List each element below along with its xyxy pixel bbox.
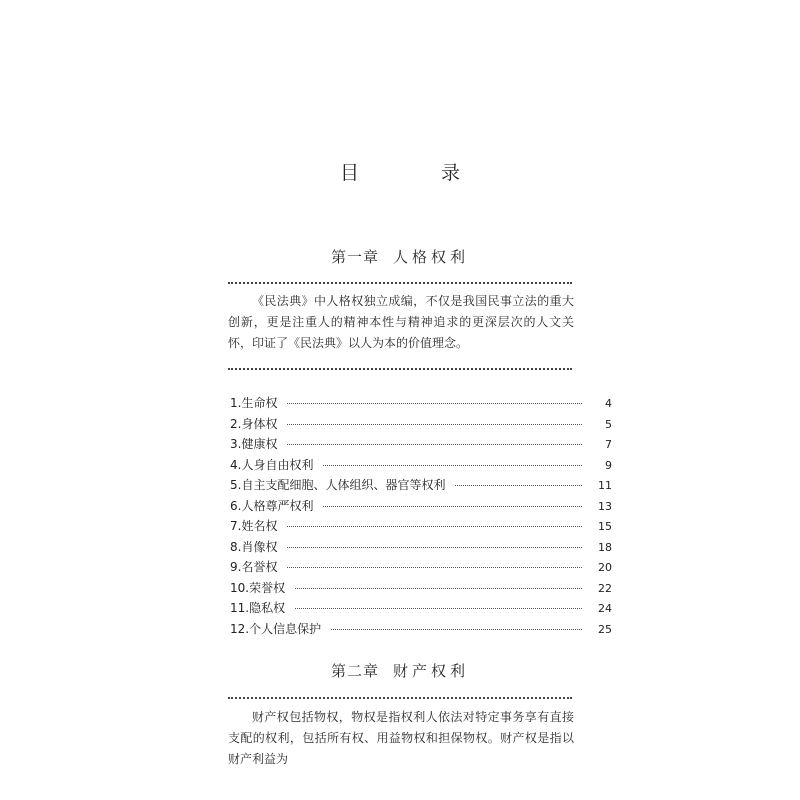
toc-dot-leader [287, 424, 582, 425]
chapter-one-name: 人格权利 [393, 248, 470, 266]
toc-entry-label: 身体权 [241, 416, 278, 431]
toc-entry-label: 隐私权 [249, 601, 286, 615]
toc-entry-page-number: 7 [605, 438, 612, 451]
toc-entry[interactable] [230, 394, 612, 415]
toc-entry-page-number: 18 [598, 540, 612, 554]
toc-dot-leader [323, 506, 582, 507]
toc-dot-leader [323, 465, 582, 466]
toc-entry-page-number: 5 [605, 417, 612, 431]
toc-entry[interactable] [230, 497, 612, 518]
chapter-two-divider [228, 697, 572, 699]
toc-entry-page-number: 13 [598, 499, 612, 513]
chapter-one-divider [228, 282, 572, 284]
toc-entry-number: 9. [230, 560, 242, 574]
toc-entry-number: 12. [230, 621, 250, 636]
toc-entry[interactable] [230, 579, 612, 600]
toc-entry-label: 荣誉权 [249, 580, 286, 595]
toc-entry-number: 11. [230, 601, 250, 615]
chapter-two-name: 财产权利 [393, 662, 470, 680]
chapter-one-intro-divider [228, 368, 572, 370]
toc-entry[interactable] [230, 599, 612, 620]
toc-entry-number: 7. [230, 519, 242, 533]
toc-entry-number: 4. [230, 457, 242, 472]
toc-entry-label: 人身自由权利 [241, 457, 314, 472]
toc-entry-number: 8. [230, 539, 242, 554]
toc-entry-label: 人格尊严权利 [241, 498, 314, 513]
toc-entry-label: 自主支配细胞、人体组织、器官等权利 [241, 478, 446, 492]
toc-dot-leader [455, 485, 582, 486]
toc-entry-number: 3. [230, 437, 242, 451]
toc-entry-label: 肖像权 [241, 539, 278, 554]
toc-dot-leader [287, 444, 582, 445]
toc-entry[interactable] [230, 538, 612, 559]
toc-list [230, 394, 612, 640]
chapter-one-intro: 《民法典》中人格权独立成编，不仅是我国民事立法的重大创新，更是注重人的精神本性与精神追求的更深层次的人文关怀，印证了《民法典》以人为本的价值理念。 [228, 294, 574, 350]
toc-entry-label: 生命权 [241, 396, 278, 410]
chapter-one-heading [0, 246, 800, 267]
toc-entry-number: 10. [230, 580, 250, 595]
page-title: 目 录 [339, 162, 499, 184]
chapter-one-number: 第一章 [330, 248, 379, 266]
toc-entry-number: 5. [230, 478, 242, 492]
toc-entry[interactable] [230, 415, 612, 436]
toc-entry[interactable] [230, 620, 612, 641]
toc-dot-leader [287, 526, 582, 527]
toc-entry-page-number: 20 [598, 561, 612, 574]
toc-dot-leader [287, 567, 582, 568]
toc-entry-page-number: 22 [598, 581, 612, 595]
toc-entry-page-number: 9 [605, 458, 612, 472]
toc-entry-page-number: 25 [598, 622, 612, 636]
toc-entry-label: 名誉权 [241, 560, 278, 574]
chapter-two-heading [0, 660, 800, 681]
toc-entry-label: 健康权 [241, 437, 278, 451]
toc-entry[interactable] [230, 435, 612, 456]
toc-dot-leader [287, 403, 582, 404]
toc-dot-leader [287, 547, 582, 548]
toc-entry[interactable] [230, 456, 612, 477]
toc-entry-number: 6. [230, 498, 242, 513]
toc-entry-number: 1. [230, 396, 242, 410]
toc-entry-number: 2. [230, 416, 242, 431]
toc-dot-leader [295, 588, 582, 589]
toc-entry-label: 姓名权 [241, 519, 278, 533]
toc-entry-label: 个人信息保护 [249, 621, 322, 636]
toc-dot-leader [295, 608, 582, 609]
toc-entry[interactable] [230, 517, 612, 538]
toc-entry-page-number: 24 [598, 602, 612, 615]
chapter-two-intro: 财产权包括物权，物权是指权利人依法对特定事务享有直接支配的权利，包括所有权、用益物权和担保物权。财产权是指以财产利益为 [228, 710, 574, 766]
chapter-two-number: 第二章 [330, 662, 379, 680]
toc-entry-page-number: 11 [598, 479, 612, 492]
toc-entry[interactable] [230, 476, 612, 497]
toc-entry-page-number: 15 [598, 520, 612, 533]
toc-entry-page-number: 4 [605, 397, 612, 410]
toc-entry[interactable] [230, 558, 612, 579]
toc-dot-leader [331, 629, 582, 630]
